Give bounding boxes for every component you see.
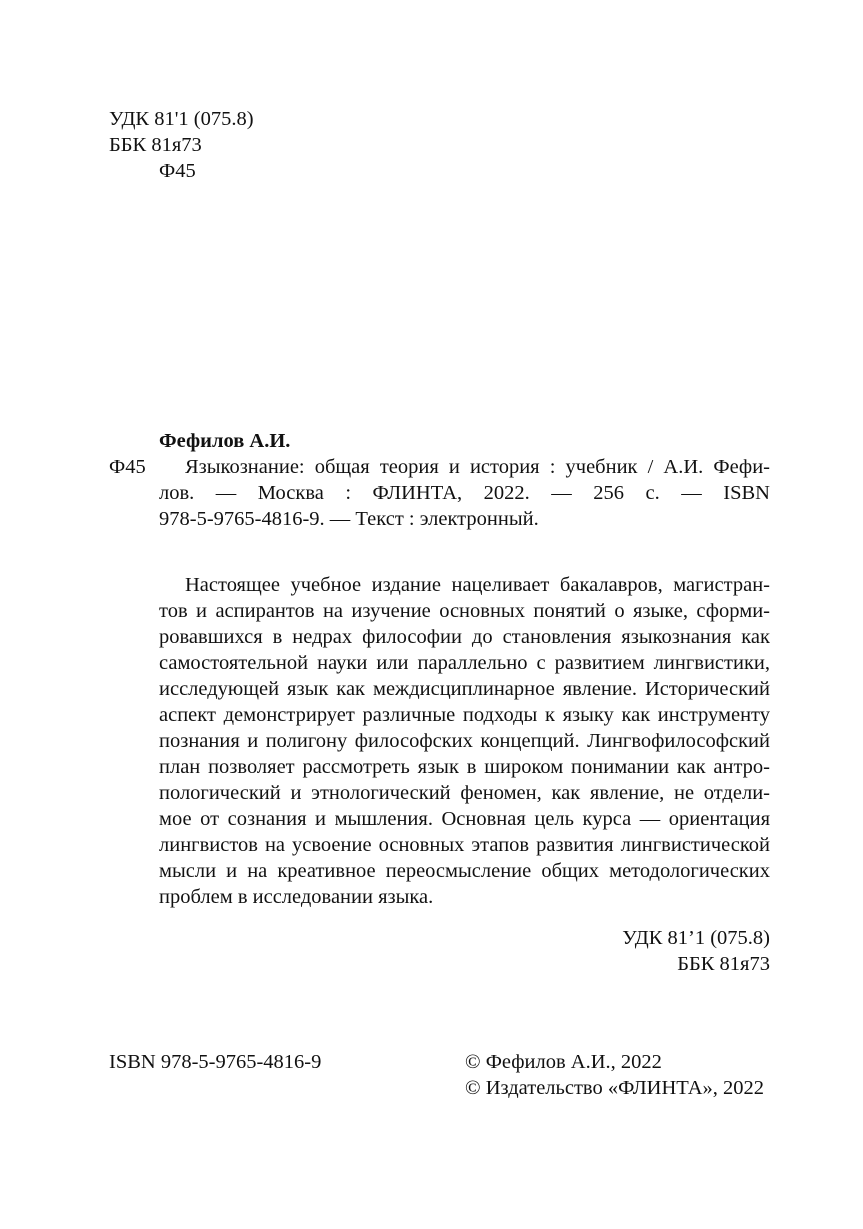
bib-author-mark: Ф45 — [109, 456, 146, 478]
header-udk: УДК 81'1 (075.8) — [109, 108, 254, 130]
annotation-line: пологический и этнологический феномен, как явление, не отдели- — [159, 782, 770, 804]
annotation-line: план позволяет рассмотреть язык в широком понимании как антро- — [159, 756, 770, 778]
annotation-line: самостоятельной науки или параллельно с развитием лингвистики, — [159, 652, 770, 674]
annotation-line: мое от сознания и мышления. Основная цель курса — ориентация — [159, 808, 770, 830]
header-bbk: ББК 81я73 — [109, 134, 202, 156]
annotation-line: проблем в исследовании языка. — [159, 886, 434, 908]
annotation — [159, 572, 770, 910]
footer-copyright-author: © Фефилов А.И., 2022 — [465, 1051, 662, 1073]
bib-author: Фефилов А.И. — [159, 430, 291, 452]
annotation-line: ровавшихся в недрах философии до становления языкознания как — [159, 626, 770, 648]
bib-line-1: Языкознание: общая теория и история : учебник / А.И. Фефи- — [185, 456, 770, 478]
bib-line-2: лов. — Москва : ФЛИНТА, 2022. — 256 с. — ISBN — [159, 482, 770, 504]
classification-bbk: ББК 81я73 — [677, 953, 770, 975]
annotation-line: Настоящее учебное издание нацеливает бакалавров, магистран- — [185, 574, 770, 596]
header-author-mark: Ф45 — [159, 160, 196, 182]
classification-udk: УДК 81’1 (075.8) — [622, 927, 770, 949]
footer-copyright-publisher: © Издательство «ФЛИНТА», 2022 — [465, 1077, 765, 1099]
bib-line-3: 978-5-9765-4816-9. — Текст : электронный. — [159, 508, 539, 530]
annotation-line: аспект демонстрирует различные подходы к языку как инструменту — [159, 704, 770, 726]
annotation-line: мысли и на креативное переосмысление общих методологических — [159, 860, 770, 882]
annotation-line: лингвистов на усвоение основных этапов развития лингвистической — [159, 834, 770, 856]
footer-isbn: ISBN 978-5-9765-4816-9 — [109, 1051, 322, 1073]
annotation-line: исследующей язык как междисциплинарное явление. Исторический — [159, 678, 770, 700]
annotation-line: тов и аспирантов на изучение основных понятий о языке, сформи- — [159, 600, 770, 622]
annotation-line: познания и полигону философских концепций. Лингвофилософский — [159, 730, 770, 752]
